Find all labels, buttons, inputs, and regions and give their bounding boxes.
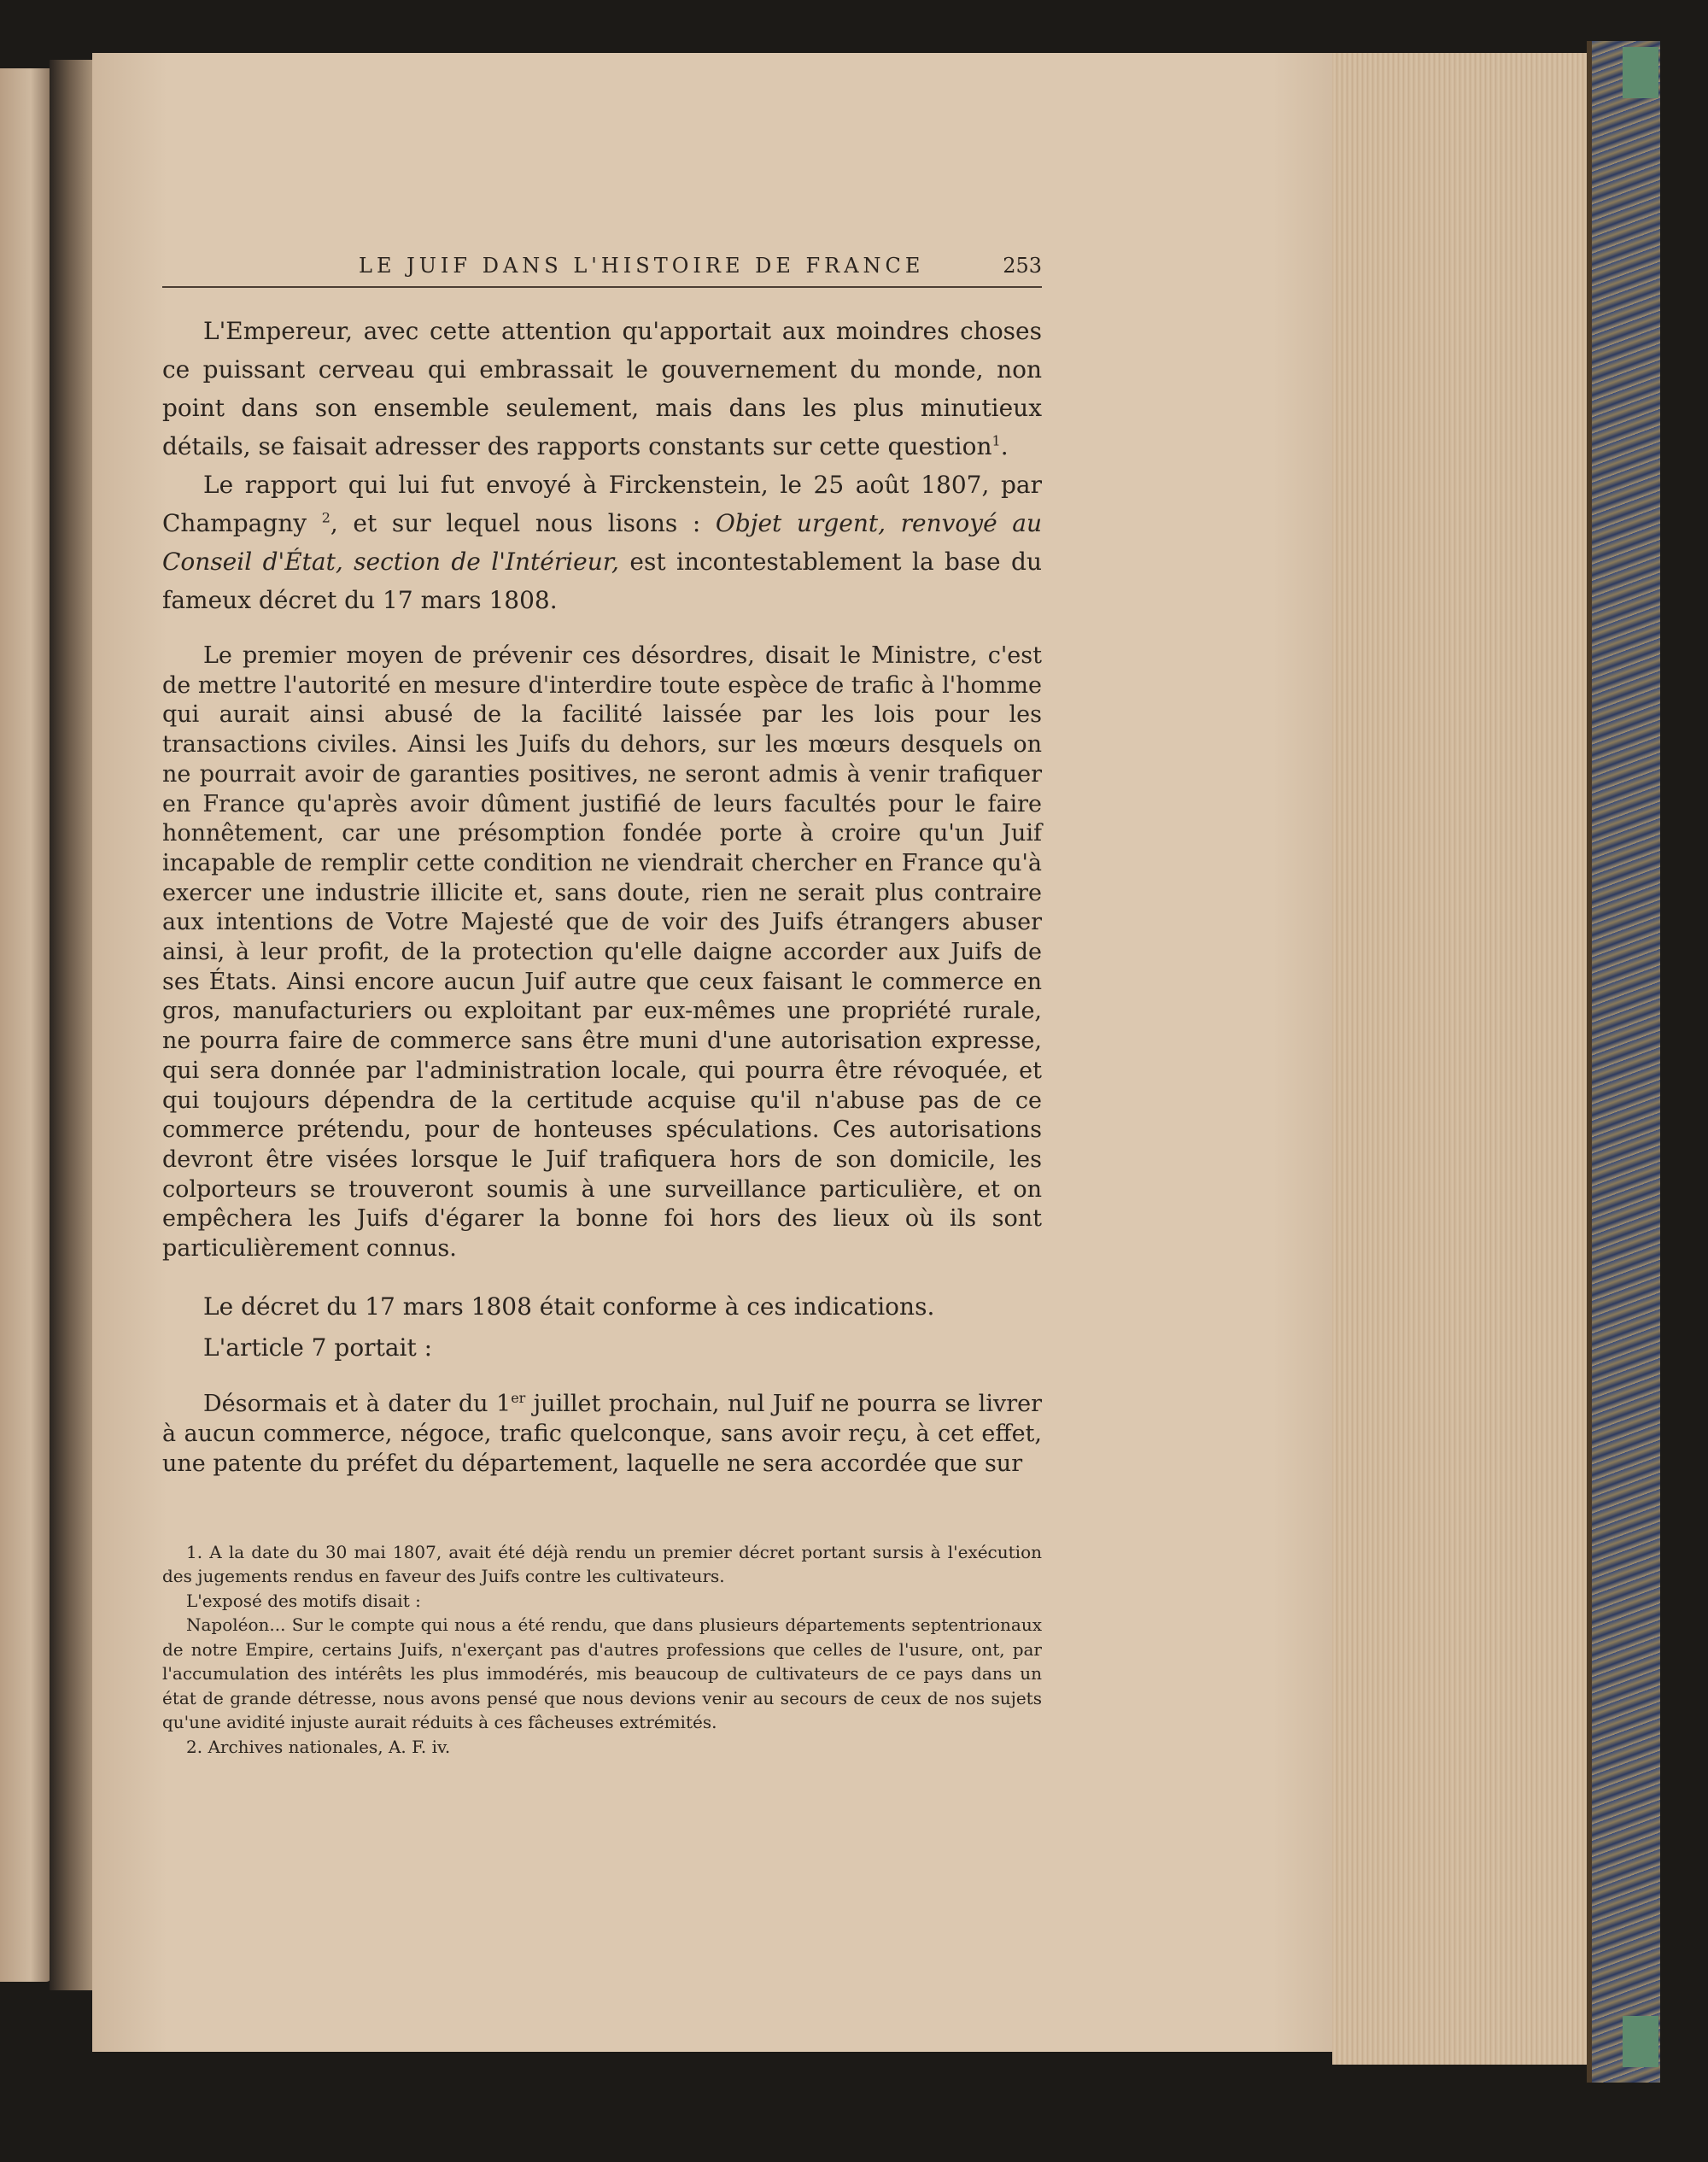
left-page-edge: [0, 68, 51, 1982]
quotation-2-text: [162, 1389, 1042, 1479]
paragraph-2: [162, 466, 1042, 619]
footnote-2: 2. Archives nationales, A. F. iv.: [186, 1736, 451, 1757]
running-title: LE JUIF DANS L'HISTOIRE DE FRANCE: [359, 254, 925, 278]
quotation-1: [162, 642, 1042, 1264]
paragraph-1: [162, 312, 1042, 466]
cover-corner-bottom: [1623, 2016, 1658, 2067]
book-cover-edge: [1587, 41, 1660, 2083]
decree-intro: [162, 1286, 1042, 1368]
cover-corner-top: [1623, 47, 1658, 98]
paragraph-2-text-b: , et sur lequel nous lisons :: [330, 509, 716, 537]
footnotes: [162, 1540, 1042, 1760]
decree-line-1: Le décret du 17 mars 1808 était conforme à ces indications.: [203, 1292, 935, 1321]
paragraph-1-text: L'Empereur, avec cette attention qu'apportait aux moindres choses ce puissant cerveau qui embrassait le gouvernement du monde, non point dans son ensemble seulement, mais dans les plus minutieux détails, se faisait adresser des rapports constants sur cette question: [162, 317, 1042, 460]
footnote-1: 1. A la date du 30 mai 1807, avait été déjà rendu un premier décret portant sursis à l'exécution des jugements rendus en faveur des Juifs contre les cultivateurs.: [162, 1541, 1042, 1587]
paragraph-2-italic: Objet urgent, renvoyé au Conseil d'État, section de l'Intérieur,: [162, 509, 1042, 576]
paragraph-2-text-c: est incontestablement la base du fameux décret du 17 mars 1808.: [162, 548, 1042, 614]
footnote-ref-1: 1: [991, 432, 1001, 449]
quotation-2-a: Désormais et à dater du 1: [203, 1390, 512, 1417]
quotation-1-text: Le premier moyen de prévenir ces désordres, disait le Ministre, c'est de mettre l'autorité en mesure d'interdire toute espèce de trafic à l'homme qui aurait ainsi abusé de la facilité laissée par les lois pour les transactions civiles. Ainsi les Juifs du dehors, sur les mœurs desquels on ne pourrait avoir de garanties positives, ne seront admis à venir trafiquer en France qu'après avoir dûment justifié de leurs facultés pour le faire honnêtement, car une présomption fondée porte à croire qu'un Juif incapable de remplir cette condition ne viendrait chercher en France qu'à exercer une industrie illicite et, sans doute, rien ne serait plus contraire aux intentions de Votre Majesté que de voir des Juifs étrangers abuser ainsi, à leur profit, de la protection qu'elle daigne accorder aux Juifs de ses États. Ainsi encore aucun Juif autre que ceux faisant le commerce en gros, manufacturiers ou exploitant par eux-mêmes une propriété rurale, ne pourra faire de commerce sans être muni d'une autorisation expresse, qui sera donnée par l'administration locale, qui pourra être révoquée, et qui toujours dépendra de la certitude acquise qu'il n'abuse pas de ce commerce prétendu, pour de honteuses spéculations. Ces autorisations devront être visées lorsque le Juif trafiquera hors de son domicile, les colporteurs se trouveront soumis à une surveillance particulière, et on empêchera les Juifs d'égarer la bonne foi hors des lieux où ils sont particulièrement connus.: [162, 642, 1042, 1263]
footnote-1-intro: L'exposé des motifs disait :: [186, 1590, 421, 1611]
page-content: [162, 252, 1042, 1759]
body-text: [162, 312, 1042, 619]
page-number: 253: [1003, 254, 1042, 278]
paragraph-1-end: .: [1000, 432, 1009, 460]
paragraph-2-text-a: Le rapport qui lui fut envoyé à Firckenstein, le 25 août 1807, par Champagny: [162, 471, 1042, 537]
footnote-ref-2: 2: [321, 509, 330, 526]
decree-line-2: L'article 7 portait :: [203, 1333, 433, 1362]
quotation-2: [162, 1389, 1042, 1479]
footnote-1-quote: Napoléon... Sur le compte qui nous a été rendu, que dans plusieurs départements septentrionaux de notre Empire, certains Juifs, n'exerçant pas d'autres professions que celles de l'usure, ont, par l'accumulation des intérêts les plus immodérés, mis beaucoup de cultivateurs de ce pays dans un état de grande détresse, nous avons pensé que nous devions venir au secours de ceux de nos sujets qu'une avidité injuste aurait réduits à ces fâcheuses extrémités.: [162, 1614, 1042, 1733]
running-head: [162, 252, 1042, 288]
quotation-2-b: juillet prochain, nul Juif ne pourra se livrer à aucun commerce, négoce, trafic quelconque, sans avoir reçu, à cet effet, une patente du préfet du département, laquelle ne sera accordée que sur: [162, 1390, 1042, 1477]
quotation-2-sup: er: [511, 1389, 526, 1406]
page-block-edges: [1332, 53, 1588, 2065]
